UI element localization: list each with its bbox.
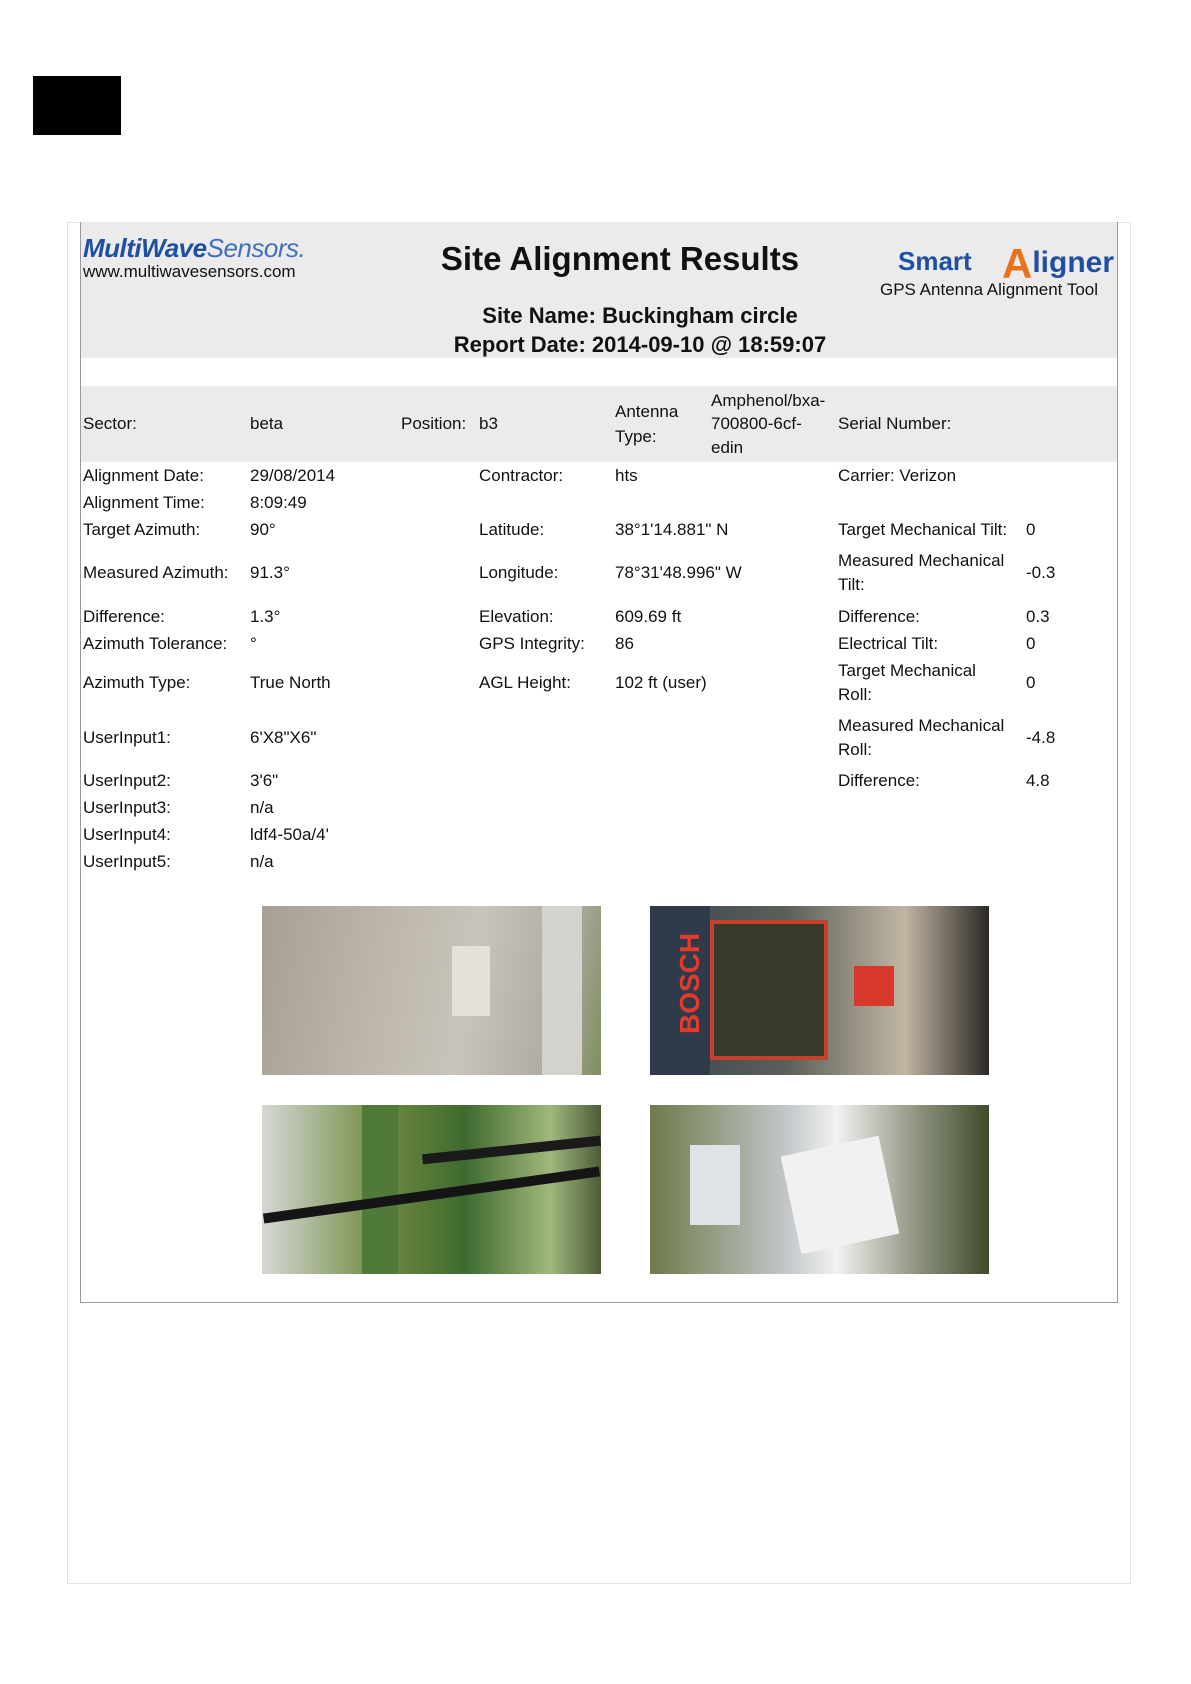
smart-aligner-logo-smart: Smart xyxy=(898,246,972,276)
photo-bosch-brand: BOSCH xyxy=(674,932,705,1034)
position-label: Position: xyxy=(401,414,467,433)
measured-roll-value: -4.8 xyxy=(1026,728,1056,747)
target-roll-label-line2: Roll: xyxy=(838,685,873,704)
col2-label: AGL Height: xyxy=(479,673,571,692)
sector-label: Sector: xyxy=(83,414,137,433)
target-tilt-value: 0 xyxy=(1026,520,1036,539)
col1-label: Alignment Date: xyxy=(83,466,204,485)
photo-cables xyxy=(262,1105,601,1274)
col2-label: Latitude: xyxy=(479,520,545,539)
col2-value: 38°1'14.881" N xyxy=(615,520,729,539)
sector-row-band xyxy=(81,386,1117,462)
col1-label: Azimuth Type: xyxy=(83,673,191,692)
tilt-difference-value: 0.3 xyxy=(1026,607,1050,626)
col1-value: 1.3° xyxy=(250,607,281,626)
col1-label: UserInput1: xyxy=(83,728,171,747)
smart-aligner-logo xyxy=(898,224,1115,287)
measured-tilt-label-line1: Measured Mechanical xyxy=(838,551,1005,570)
col2-label: Contractor: xyxy=(479,466,564,485)
col2-value: 78°31'48.996" W xyxy=(615,563,742,582)
multiwave-logo-bold: MultiWave xyxy=(83,233,207,263)
antenna-type-value-line3: edin xyxy=(711,438,744,457)
col1-label: Alignment Time: xyxy=(83,493,205,512)
col1-value: n/a xyxy=(250,798,274,817)
col1-label: Measured Azimuth: xyxy=(83,563,229,582)
col1-value: 8:09:49 xyxy=(250,493,307,512)
photo-cable-2 xyxy=(422,1136,601,1165)
smart-aligner-logo-a: A xyxy=(1002,240,1033,287)
website-url: www.multiwavesensors.com xyxy=(83,262,296,281)
col1-label: UserInput2: xyxy=(83,771,171,790)
col1-label: Difference: xyxy=(83,607,165,626)
photo-meter-screen xyxy=(710,920,828,1060)
col1-label: UserInput3: xyxy=(83,798,171,817)
photo-antenna-mount xyxy=(650,1105,989,1274)
col2-value: hts xyxy=(615,466,638,485)
electrical-tilt-value: 0 xyxy=(1026,634,1036,653)
smart-aligner-logo-aligner xyxy=(1002,234,1115,287)
photo-antenna-unit xyxy=(781,1136,900,1255)
antenna-type-value-line2: 700800-6cf- xyxy=(711,414,802,433)
measured-roll-label-line1: Measured Mechanical xyxy=(838,716,1005,735)
photo-bosch-meter xyxy=(650,906,989,1075)
col1-value: 91.3° xyxy=(250,563,290,582)
smart-aligner-logo-rest: ligner xyxy=(1032,246,1115,279)
measured-tilt-label-line2: Tilt: xyxy=(838,575,865,594)
serial-number-label: Serial Number: xyxy=(838,414,952,433)
col1-label: Azimuth Tolerance: xyxy=(83,634,228,653)
antenna-type-label-line1: Antenna xyxy=(615,402,679,421)
photo-gps-unit xyxy=(690,1145,740,1225)
tagline: GPS Antenna Alignment Tool xyxy=(880,280,1099,299)
col1-value: ° xyxy=(250,634,257,653)
photo-cable xyxy=(263,1166,600,1223)
multiwave-logo-thin: Sensors. xyxy=(206,233,306,263)
sector-value: beta xyxy=(250,414,284,433)
col2-label: Elevation: xyxy=(479,607,554,626)
col1-label: UserInput4: xyxy=(83,825,171,844)
col2-value: 609.69 ft xyxy=(615,607,682,626)
photo-bracket xyxy=(542,906,582,1075)
col1-value: True North xyxy=(250,673,331,692)
site-name: Site Name: Buckingham circle xyxy=(482,303,798,328)
col2-value: 86 xyxy=(615,634,634,653)
redaction-block xyxy=(33,76,121,135)
col1-value: ldf4-50a/4' xyxy=(250,825,329,844)
report-date: Report Date: 2014-09-10 @ 18:59:07 xyxy=(453,332,827,357)
electrical-tilt-label: Electrical Tilt: xyxy=(838,634,939,653)
carrier: Carrier: Verizon xyxy=(838,466,957,485)
target-tilt-label: Target Mechanical Tilt: xyxy=(838,520,1008,539)
col1-value: n/a xyxy=(250,852,274,871)
photo-meter-button xyxy=(854,966,894,1006)
target-roll-value: 0 xyxy=(1026,673,1036,692)
position-value: b3 xyxy=(479,414,498,433)
measured-roll-label-line2: Roll: xyxy=(838,740,873,759)
col2-value: 102 ft (user) xyxy=(615,673,707,692)
photo-antenna-label xyxy=(262,906,601,1075)
col1-value: 29/08/2014 xyxy=(250,466,336,485)
tilt-difference-label: Difference: xyxy=(838,607,920,626)
antenna-type-value-line1: Amphenol/bxa- xyxy=(711,391,826,410)
col1-label: Target Azimuth: xyxy=(83,520,201,539)
col1-value: 6'X8"X6" xyxy=(250,728,317,747)
col2-label: GPS Integrity: xyxy=(479,634,585,653)
multiwave-logo xyxy=(83,233,305,264)
photo-pole xyxy=(362,1105,398,1274)
report-title: Site Alignment Results xyxy=(440,240,800,277)
antenna-type-label-line2: Type: xyxy=(615,427,657,446)
measured-tilt-value: -0.3 xyxy=(1026,563,1056,582)
col1-label: UserInput5: xyxy=(83,852,171,871)
target-roll-label-line1: Target Mechanical xyxy=(838,661,976,680)
col1-value: 90° xyxy=(250,520,276,539)
photo-label-sticker xyxy=(452,946,490,1016)
roll-difference-label: Difference: xyxy=(838,771,920,790)
roll-difference-value: 4.8 xyxy=(1026,771,1050,790)
col1-value: 3'6" xyxy=(250,771,279,790)
col2-label: Longitude: xyxy=(479,563,559,582)
